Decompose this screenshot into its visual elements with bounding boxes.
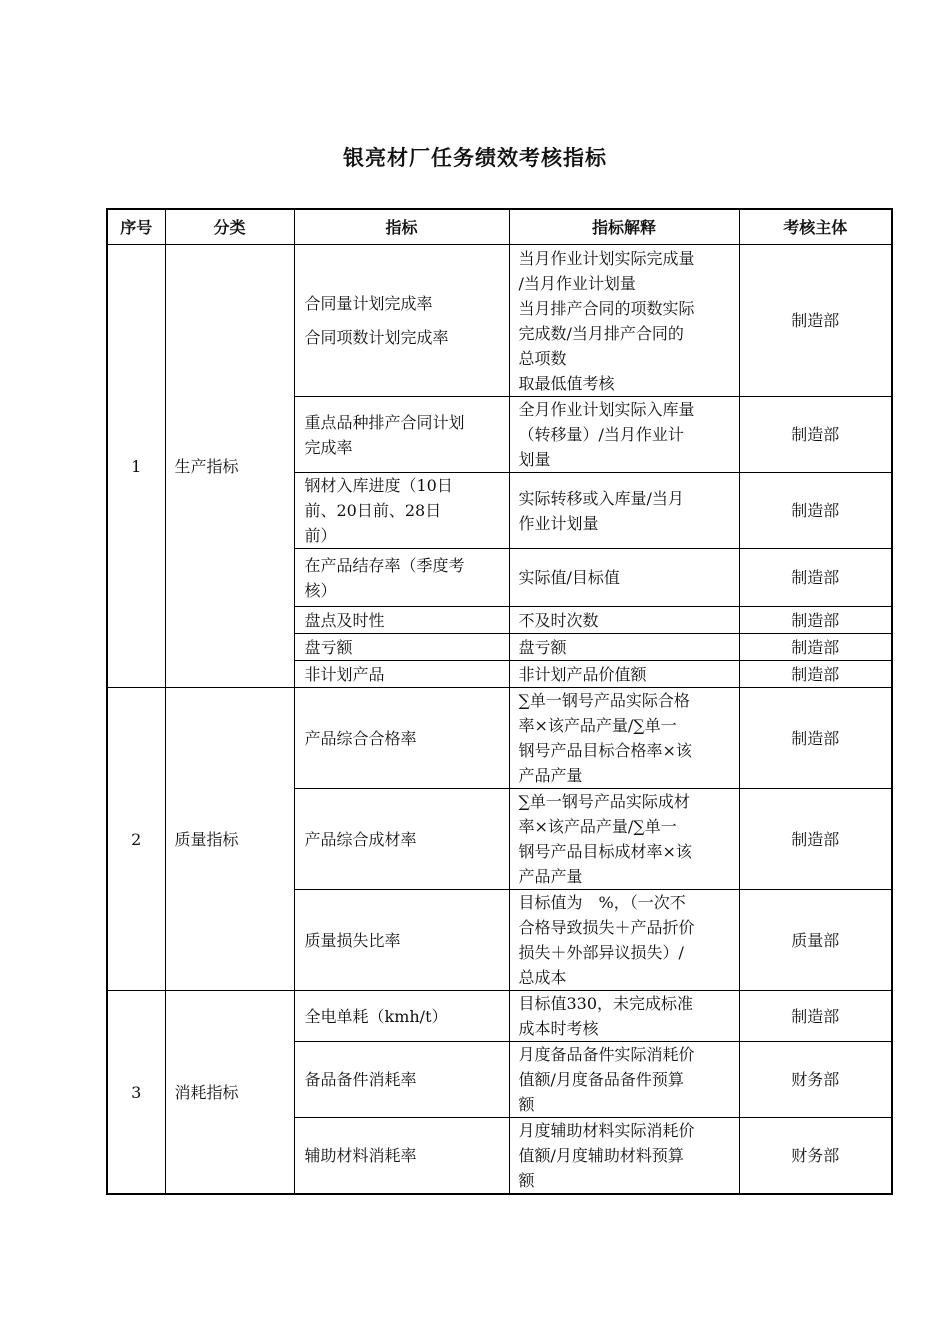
indicator-cell: 盘亏额 — [294, 634, 509, 661]
group-number: 2 — [107, 688, 165, 991]
indicator-cell — [294, 397, 509, 473]
owner-cell: 制造部 — [739, 688, 892, 789]
indicator-line: 钢材入库进度（10日 — [304, 476, 453, 495]
indicator-cell — [294, 473, 509, 549]
indicator-line: 合同量计划完成率 — [304, 294, 433, 313]
explanation-line: 值额/月度辅助材料预算 — [518, 1146, 684, 1165]
group-number: 3 — [107, 991, 165, 1195]
explanation-line: 额 — [518, 1171, 535, 1190]
explanation-cell — [509, 549, 739, 607]
owner-cell: 制造部 — [739, 397, 892, 473]
explanation-line: 实际转移或入库量/当月 — [518, 488, 684, 508]
group-category: 质量指标 — [165, 688, 294, 991]
indicator-cell: 盘点及时性 — [294, 607, 509, 634]
explanation-line: 率×该产品产量/∑单一 — [518, 716, 677, 735]
explanation-line: 产品产量 — [518, 766, 583, 785]
table-row — [107, 245, 892, 397]
owner-cell: 制造部 — [739, 991, 892, 1042]
owner-cell: 制造部 — [739, 634, 892, 661]
header-owner: 考核主体 — [739, 209, 892, 245]
explanation-line: 作业计划量 — [518, 513, 599, 533]
explanation-line: ∑单一钢号产品实际成材 — [518, 792, 690, 811]
indicator-line: 前） — [304, 526, 337, 545]
indicator-line: 核） — [304, 580, 337, 600]
explanation-cell — [509, 1042, 739, 1118]
explanation-line: 值额/月度备品备件预算 — [518, 1070, 684, 1089]
owner-cell: 制造部 — [739, 661, 892, 688]
explanation-cell — [509, 1118, 739, 1195]
group-number: 1 — [107, 245, 165, 688]
owner-cell: 财务部 — [739, 1118, 892, 1195]
explanation-line: 钢号产品目标合格率×该 — [518, 741, 692, 760]
indicator-line: 前、20日前、28日 — [304, 501, 442, 520]
explanation-cell — [509, 789, 739, 890]
indicator-cell: 产品综合合格率 — [294, 688, 509, 789]
indicator-line: 重点品种排产合同计划 — [304, 412, 465, 432]
indicator-cell: 非计划产品 — [294, 661, 509, 688]
explanation-line: 率×该产品产量/∑单一 — [518, 817, 677, 836]
explanation-cell: 盘亏额 — [509, 634, 739, 661]
explanation-cell — [509, 473, 739, 549]
explanation-line: （转移量）/当月作业计 — [518, 425, 684, 444]
explanation-line: 实际值/目标值 — [518, 568, 620, 587]
header-category: 分类 — [165, 209, 294, 245]
explanation-line: 总项数 — [518, 348, 567, 368]
explanation-line: 目标值330，未完成标准 — [518, 994, 694, 1013]
explanation-line: 损失＋外部异议损失）/ — [518, 943, 684, 962]
group-category: 生产指标 — [165, 245, 294, 688]
indicator-cell — [294, 549, 509, 607]
header-indicator: 指标 — [294, 209, 509, 245]
explanation-line: 合格导致损失＋产品折价 — [518, 918, 695, 937]
explanation-line: 划量 — [518, 450, 551, 469]
indicator-cell — [294, 245, 509, 397]
group-category: 消耗指标 — [165, 991, 294, 1195]
indicator-cell: 备品备件消耗率 — [294, 1042, 509, 1118]
explanation-line: 目标值为 %，（一次不 — [518, 893, 686, 912]
explanation-cell: 非计划产品价值额 — [509, 661, 739, 688]
header-no: 序号 — [107, 209, 165, 245]
header-explanation: 指标解释 — [509, 209, 739, 245]
indicator-cell: 质量损失比率 — [294, 890, 509, 991]
explanation-line: 钢号产品目标成材率×该 — [518, 842, 692, 861]
owner-cell: 财务部 — [739, 1042, 892, 1118]
owner-cell: 制造部 — [739, 607, 892, 634]
indicator-line: 完成率 — [304, 437, 353, 457]
table-header-row — [107, 209, 892, 245]
explanation-cell — [509, 245, 739, 397]
explanation-line: 产品产量 — [518, 867, 583, 886]
table-row — [107, 688, 892, 789]
owner-cell: 制造部 — [739, 473, 892, 549]
indicator-line: 合同项数计划完成率 — [304, 328, 449, 347]
explanation-line: 当月作业计划实际完成量 — [518, 248, 695, 268]
explanation-cell — [509, 397, 739, 473]
explanation-line: 总成本 — [518, 968, 567, 987]
explanation-cell — [509, 890, 739, 991]
explanation-line: 全月作业计划实际入库量 — [518, 400, 695, 419]
explanation-line: /当月作业计划量 — [518, 273, 636, 293]
indicator-cell: 产品综合成材率 — [294, 789, 509, 890]
document-title: 银亮材厂任务绩效考核指标 — [343, 146, 607, 170]
owner-cell: 制造部 — [739, 549, 892, 607]
explanation-line: 月度辅助材料实际消耗价 — [518, 1121, 695, 1140]
indicator-cell: 辅助材料消耗率 — [294, 1118, 509, 1195]
explanation-line: 额 — [518, 1095, 535, 1114]
explanation-cell — [509, 688, 739, 789]
explanation-line: 取最低值考核 — [518, 373, 615, 393]
explanation-line: ∑单一钢号产品实际合格 — [518, 691, 690, 710]
owner-cell: 质量部 — [739, 890, 892, 991]
indicator-line: 在产品结存率（季度考 — [304, 555, 465, 575]
explanation-line: 完成数/当月排产合同的 — [518, 323, 684, 343]
explanation-line: 成本时考核 — [518, 1019, 599, 1038]
owner-cell: 制造部 — [739, 245, 892, 397]
owner-cell: 制造部 — [739, 789, 892, 890]
kpi-table — [106, 208, 893, 1195]
explanation-line: 当月排产合同的项数实际 — [518, 298, 695, 318]
explanation-line: 月度备品备件实际消耗价 — [518, 1045, 695, 1064]
table-row — [107, 991, 892, 1042]
explanation-cell — [509, 991, 739, 1042]
explanation-cell: 不及时次数 — [509, 607, 739, 634]
indicator-cell: 全电单耗（kmh/t） — [294, 991, 509, 1042]
